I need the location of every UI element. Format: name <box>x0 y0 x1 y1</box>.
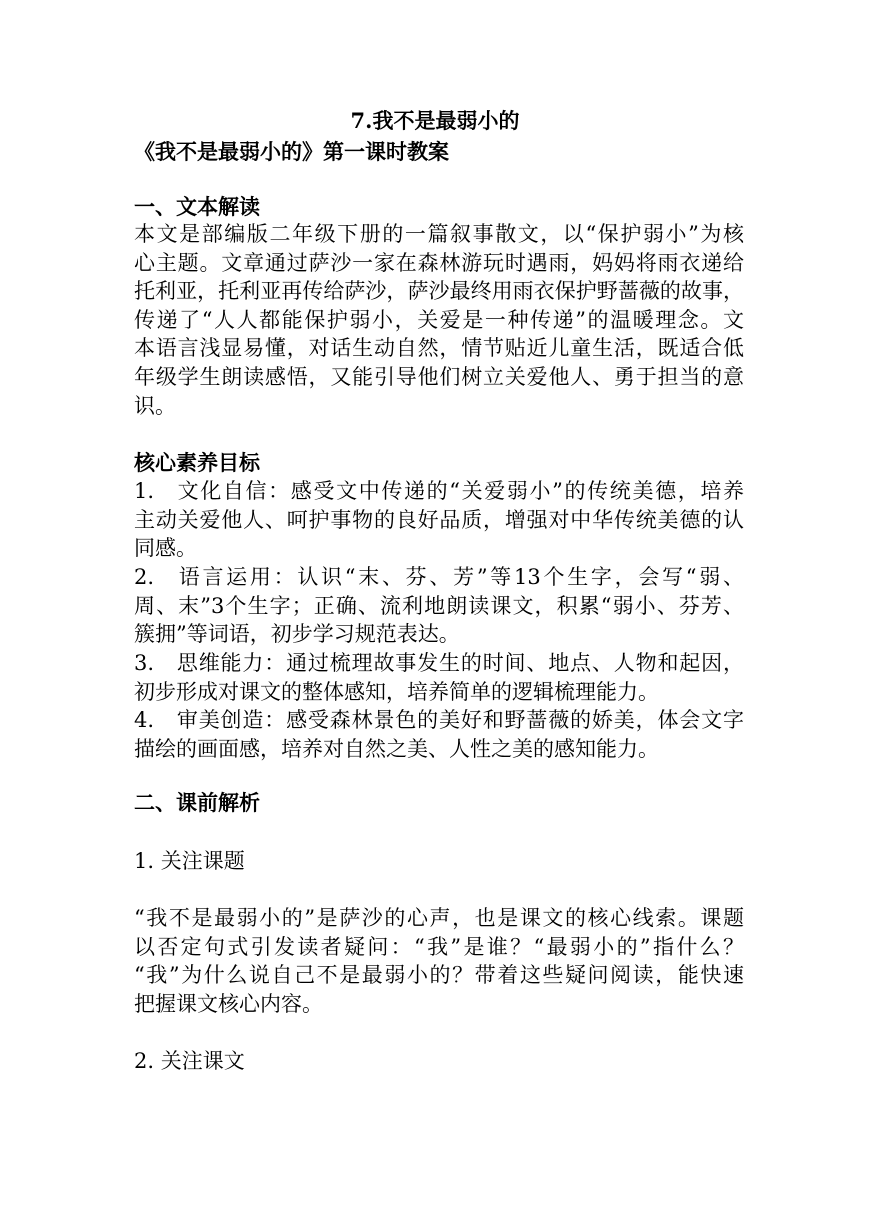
goal-item-4 <box>134 706 744 763</box>
paragraph-line: “我”为什么说自己不是最弱小的？带着这些疑问阅读，能快速 <box>134 963 744 988</box>
goal-line: 周、末”3个生字；正确、流利地朗读课文，积累“弱小、芬芳、 <box>134 593 744 618</box>
sub-item-focus-text: 2. 关注课文 <box>134 1049 245 1073</box>
document-subtitle: 《我不是最弱小的》第一课时教案 <box>134 139 449 164</box>
sub-item-focus-title: 1. 关注课题 <box>134 849 245 873</box>
goal-item-2 <box>134 563 744 649</box>
paragraph-line: 以否定句式引发读者疑问：“我”是谁？“最弱小的”指什么？ <box>134 934 744 959</box>
goal-number: 2. <box>134 565 155 589</box>
goal-text: 文化自信：感受文中传递的“关爱弱小”的传统美德，培养 <box>176 479 744 503</box>
goal-number: 1. <box>134 479 155 503</box>
goal-item-1 <box>134 477 744 563</box>
goal-line: 簇拥”等词语，初步学习规范表达。 <box>134 622 460 647</box>
paragraph-line: 本文是部编版二年级下册的一篇叙事散文，以“保护弱小”为核 <box>134 222 744 246</box>
goal-text: 审美创造：感受森林景色的美好和野蔷薇的娇美，体会文字 <box>176 708 744 732</box>
goal-text: 思维能力：通过梳理故事发生的时间、地点、人物和起因， <box>176 651 744 675</box>
goal-text: 语言运用：认识“末、芬、芳”等13个生字，会写“弱、 <box>176 565 744 589</box>
goal-line: 初步形成对课文的整体感知，培养简单的逻辑梳理能力。 <box>134 679 659 704</box>
paragraph-line: 心主题。文章通过萨沙一家在森林游玩时遇雨，妈妈将雨衣递给 <box>134 250 744 275</box>
section-heading-core-goals: 核心素养目标 <box>134 450 260 475</box>
paragraph-line: 本语言浅显易懂，对话生动自然，情节贴近儿童生活，既适合低 <box>134 336 744 361</box>
goal-line: 主动关爱他人、呵护事物的良好品质，增强对中华传统美德的认 <box>134 507 744 532</box>
focus-title-paragraph <box>134 904 744 1018</box>
paragraph-line: 传递了“人人都能保护弱小，关爱是一种传递”的温暖理念。文 <box>134 307 744 332</box>
goal-number: 3. <box>134 651 155 675</box>
paragraph-line: 识。 <box>134 393 176 418</box>
document-title: 7.我不是最弱小的 <box>350 108 520 133</box>
paragraph-line: 把握课文核心内容。 <box>134 991 323 1016</box>
paragraph-line: 托利亚，托利亚再传给萨沙，萨沙最终用雨衣保护野蔷薇的故事， <box>134 279 744 304</box>
section-heading-pre-class: 二、课前解析 <box>134 790 260 815</box>
paragraph-line: 年级学生朗读感悟，又能引导他们树立关爱他人、勇于担当的意 <box>134 364 744 389</box>
goal-line: 同感。 <box>134 536 197 561</box>
goal-item-3 <box>134 649 744 706</box>
goal-line: 描绘的画面感，培养对自然之美、人性之美的感知能力。 <box>134 736 659 761</box>
paragraph-line: “我不是最弱小的”是萨沙的心声，也是课文的核心线索。课题 <box>134 906 744 930</box>
goal-number: 4. <box>134 708 155 732</box>
section-heading-text-analysis: 一、文本解读 <box>134 194 260 219</box>
text-analysis-paragraph <box>134 220 744 420</box>
